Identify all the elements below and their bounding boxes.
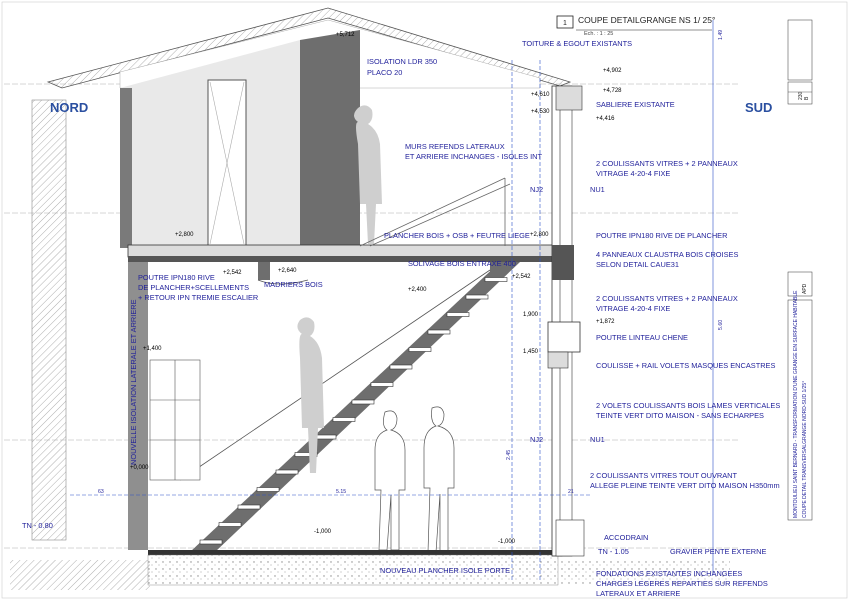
note-poutre-nord-2: DE PLANCHER+SCELLEMENTS [138,283,250,292]
ground-window [150,360,200,480]
dim-515: 5.15 [336,489,347,495]
note-volets-1: 2 VOLETS COULISSANTS BOIS LAMES VERTICALES [596,401,781,410]
note-coulissants-2b: VITRAGE 4-20-4 FIXE [596,304,671,313]
phase-label: APD [802,283,808,294]
note-coulissants-2a: 2 COULISSANTS VITRES + 2 PANNEAUX [596,294,738,303]
attic-door [208,80,246,246]
note-sabliere: SABLIERE EXISTANTE [596,100,675,109]
stair-tread [466,295,488,299]
dim-21: 21 [568,489,574,495]
roof [48,8,570,248]
orientation-sud: SUD [745,100,773,115]
note-isolation: ISOLATION LDR 350 [367,57,438,66]
note-poutre-rive: POUTRE IPN180 RIVE DE PLANCHER [596,231,728,240]
sheet-number: 230 [798,91,804,100]
note-tn-right: TN - 1.05 [598,547,629,556]
level-mark: +2,800 [530,232,549,238]
stair-tread [428,330,450,334]
project-name: MONTOULIEU SAINT BERNARD - TRANSFORMATION D'UNE GRANGE EN SURFACE HABITABLE [793,290,799,518]
label-nj2-top: NJ2 [530,185,544,194]
title-scale: Ech. : 1 : 25 [584,31,614,37]
label-nu1-top: NU1 [590,185,605,194]
note-volets-2: TEINTE VERT DITO MAISON - SANS ECHARPES [596,411,764,420]
stair-tread [352,400,374,404]
level-mark: +1,872 [596,319,615,325]
stair-tread [333,418,355,422]
title-block [788,20,812,520]
level-mark: +4,728 [603,88,622,94]
note-fondations-2: CHARGES LEGERES REPARTIES SUR REFENDS [596,579,768,588]
level-mark: -1,000 [314,529,332,535]
note-nouveau-plancher: NOUVEAU PLANCHER ISOLE PORTE [380,566,511,575]
note-coulisse: COULISSE + RAIL VOLETS MASQUES ENCASTRES [596,361,776,370]
dim-149: 1.49 [718,29,724,40]
note-fondations-1: FONDATIONS EXISTANTES INCHANGEES [596,569,743,578]
stair-tread [485,278,507,282]
label-nu1-bottom: NU1 [590,435,605,444]
note-poutre-nord-3: + RETOUR IPN TREMIE ESCALIER [138,293,259,302]
stair-tread [390,365,412,369]
level-mark: +2,800 [175,232,194,238]
level-mark: +2,400 [408,287,427,293]
stair-tread [409,348,431,352]
sheet-rev: B [804,96,810,100]
level-mark: +0,000 [130,465,149,471]
orientation-nord: NORD [50,100,89,115]
level-mark: +2,542 [223,270,242,276]
stair-tread [276,470,298,474]
level-mark: +2,542 [512,274,531,280]
note-coulissants-3a: 2 COULISSANTS VITRES TOUT OUVRANT [590,471,738,480]
stair-tread [447,313,469,317]
note-murs-2: ET ARRIERE INCHANGES - ISOLES INT [405,152,543,161]
note-panneaux-2: SELON DETAIL CAUE31 [596,260,679,269]
level-mark: -1,000 [498,539,516,545]
level-mark: 1,900 [523,312,539,318]
note-murs-1: MURS REFENDS LATERAUX [405,142,505,151]
note-isolation-laterale: NOUVELLE ISOLATION LATERALE ET ARRIERE [129,299,138,465]
stair-tread [200,540,222,544]
note-placo: PLACO 20 [367,68,403,77]
stair-tread [219,523,241,527]
note-coulissants-1a: 2 COULISSANTS VITRES + 2 PANNEAUX [596,159,738,168]
dim-63: 63 [98,489,104,495]
note-gravier: GRAVIER PENTE EXTERNE [670,547,767,556]
note-linteau: POUTRE LINTEAU CHENE [596,333,688,342]
people-outline [375,407,454,552]
level-mark: +4,416 [596,116,615,122]
dim-560: 5.60 [718,319,724,330]
level-mark: +2,640 [278,268,297,274]
level-mark: +4,610 [531,92,550,98]
level-mark: +1,400 [143,346,162,352]
drawing-name: COUPE DETAIL TRANSVERSALGRANGE NORD-SUD 1/25° [802,380,808,518]
note-fondations-3: LATERAUX ET ARRIERE [596,589,681,598]
stair-tread [238,505,260,509]
note-coulissants-1b: VITRAGE 4-20-4 FIXE [596,169,671,178]
dim-245: 2.45 [506,449,512,460]
level-mark: 1,450 [523,349,539,355]
title-number: 1 [563,20,567,27]
note-coulissants-3b: ALLEGE PLEINE TEINTE VERT DITO MAISON H350mm [590,481,780,490]
stair-tread [371,383,393,387]
level-mark: +4,530 [531,109,550,115]
note-plancher: PLANCHER BOIS + OSB + FEUTRE LIEGE [384,231,530,240]
note-toiture: TOITURE & EGOUT EXISTANTS [522,39,633,48]
title-block-header [557,15,715,37]
note-solivage: SOLIVAGE BOIS ENTRAXE 400 [408,259,516,268]
stair-tread [257,488,279,492]
note-poutre-nord-1: POUTRE IPN180 RIVE [138,273,215,282]
south-facade [548,86,584,556]
note-tn-left: TN - 0.80 [22,521,53,530]
level-mark: +5,712 [336,32,355,38]
level-mark: +4,902 [603,68,622,74]
note-acodrain: ACCODRAIN [604,533,649,542]
note-panneaux-1: 4 PANNEAUX CLAUSTRA BOIS CROISES [596,250,739,259]
staircase [180,262,520,552]
note-madriers: MADRIERS BOIS [264,280,323,289]
title-main: COUPE DETAILGRANGE NS 1/ 25° [578,15,716,25]
label-nj2-bottom: NJ2 [530,435,544,444]
